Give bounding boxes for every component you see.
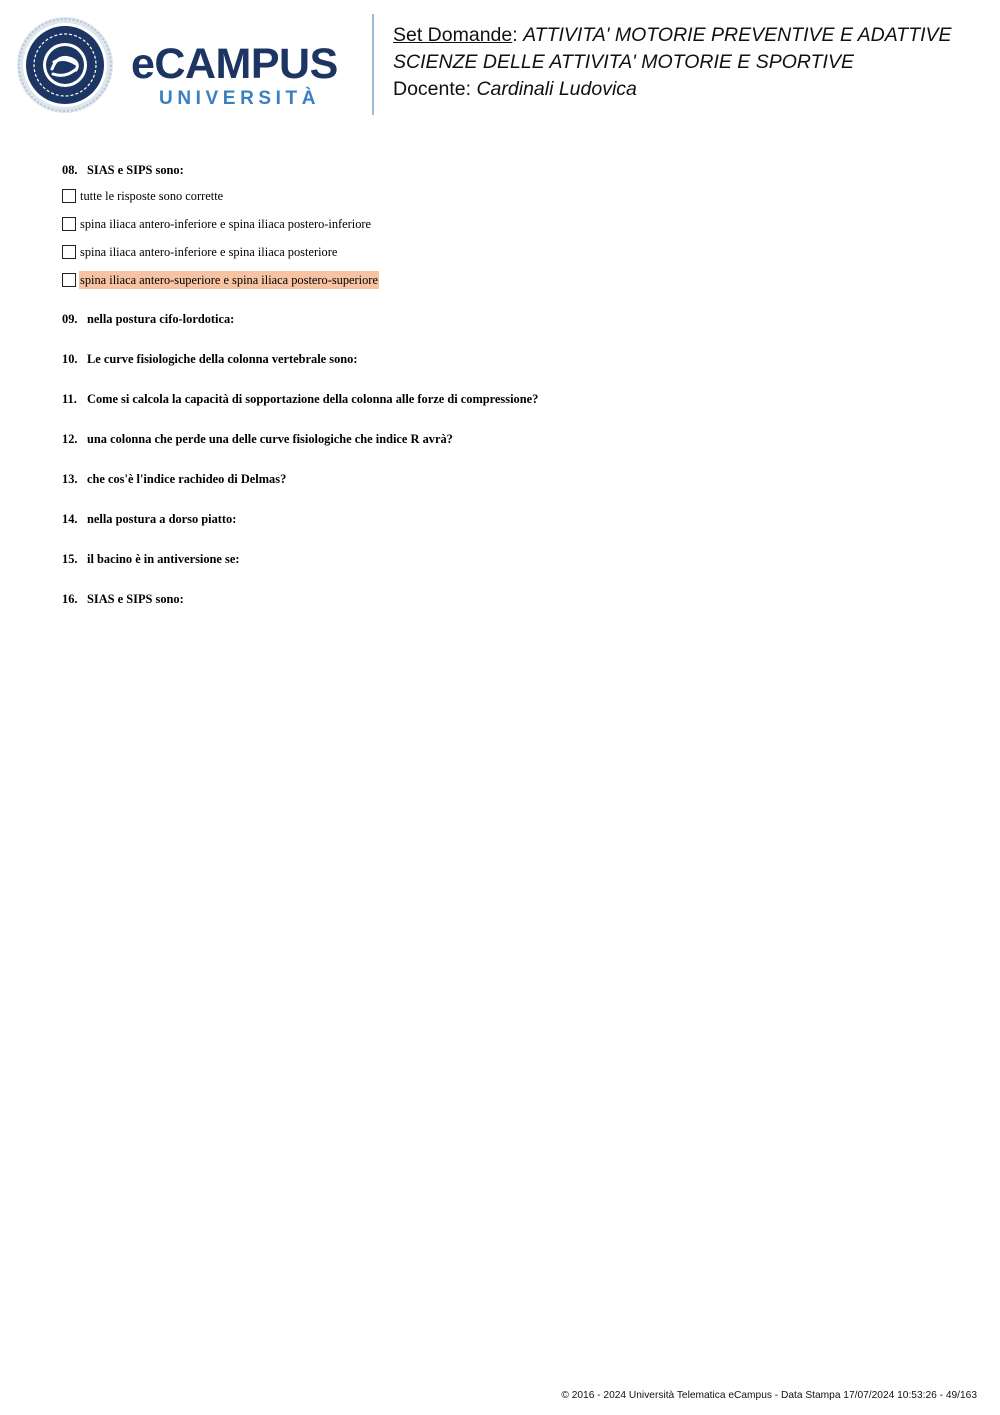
- answer-checkbox[interactable]: [62, 189, 76, 203]
- header-divider: [372, 14, 374, 115]
- question-number: 11.: [62, 392, 77, 406]
- question-number: 08.: [62, 163, 78, 177]
- question-item: [62, 351, 962, 368]
- course-title: ATTIVITA' MOTORIE PREVENTIVE E ADATTIVE: [523, 24, 952, 46]
- question-text: Come si calcola la capacità di sopportazione della colonna alle forze di compressione?: [87, 392, 539, 406]
- question-number: 15.: [62, 552, 78, 566]
- ecampus-seal-logo: [15, 16, 115, 114]
- question-text: Le curve fisiologiche della colonna vertebrale sono:: [87, 352, 358, 366]
- header-info: [393, 22, 952, 103]
- answer-checkbox[interactable]: [62, 217, 76, 231]
- course-line: [393, 22, 952, 49]
- question-text: che cos'è l'indice rachideo di Delmas?: [87, 472, 287, 486]
- question-list: [62, 162, 962, 631]
- question-text: il bacino è in antiversione se:: [87, 552, 240, 566]
- question-number: 12.: [62, 432, 78, 446]
- answer-checkbox[interactable]: [62, 245, 76, 259]
- degree-line: [393, 49, 952, 76]
- question-number: 14.: [62, 512, 78, 526]
- set-separator: :: [512, 24, 524, 46]
- answer-option-highlighted[interactable]: [62, 271, 962, 289]
- question-item: [62, 431, 962, 448]
- answer-list: [62, 187, 962, 289]
- question-item: [62, 471, 962, 488]
- teacher-name: Cardinali Ludovica: [476, 78, 637, 100]
- answer-checkbox[interactable]: [62, 273, 76, 287]
- answer-option[interactable]: [62, 243, 962, 261]
- ecampus-wordmark: [131, 40, 356, 112]
- question-item: [62, 311, 962, 328]
- question-number: 16.: [62, 592, 78, 606]
- answer-text: tutte le risposte sono corrette: [80, 189, 224, 203]
- set-label: Set Domande: [393, 24, 513, 46]
- degree-title: SCIENZE DELLE ATTIVITA' MOTORIE E SPORTIVE: [393, 51, 854, 73]
- answer-text: spina iliaca antero-inferiore e spina iliaca posteriore: [80, 245, 338, 259]
- question-item: [62, 551, 962, 568]
- question-item: [62, 591, 962, 608]
- teacher-label: Docente:: [393, 78, 477, 100]
- question-number: 13.: [62, 472, 78, 486]
- question-text: SIAS e SIPS sono:: [87, 592, 184, 606]
- brand-word: eCAMPUS: [131, 40, 338, 88]
- answer-text: spina iliaca antero-inferiore e spina iliaca postero-inferiore: [80, 217, 372, 231]
- question-text: nella postura cifo-lordotica:: [87, 312, 235, 326]
- question-text: una colonna che perde una delle curve fisiologiche che indice R avrà?: [87, 432, 453, 446]
- question-number: 09.: [62, 312, 78, 326]
- question-item: [62, 391, 962, 408]
- teacher-line: [393, 76, 952, 103]
- brand-subword: UNIVERSITÀ: [159, 88, 321, 109]
- answer-option[interactable]: [62, 187, 962, 205]
- question-text: nella postura a dorso piatto:: [87, 512, 237, 526]
- question-text: SIAS e SIPS sono:: [87, 163, 184, 177]
- answer-option[interactable]: [62, 215, 962, 233]
- question-item: [62, 511, 962, 528]
- question-item: [62, 162, 962, 179]
- page-footer: © 2016 - 2024 Università Telematica eCampus - Data Stampa 17/07/2024 10:53:26 - 49/163: [561, 1390, 977, 1401]
- question-number: 10.: [62, 352, 78, 366]
- answer-text-highlighted: spina iliaca antero-superiore e spina iliaca postero-superiore: [80, 273, 378, 287]
